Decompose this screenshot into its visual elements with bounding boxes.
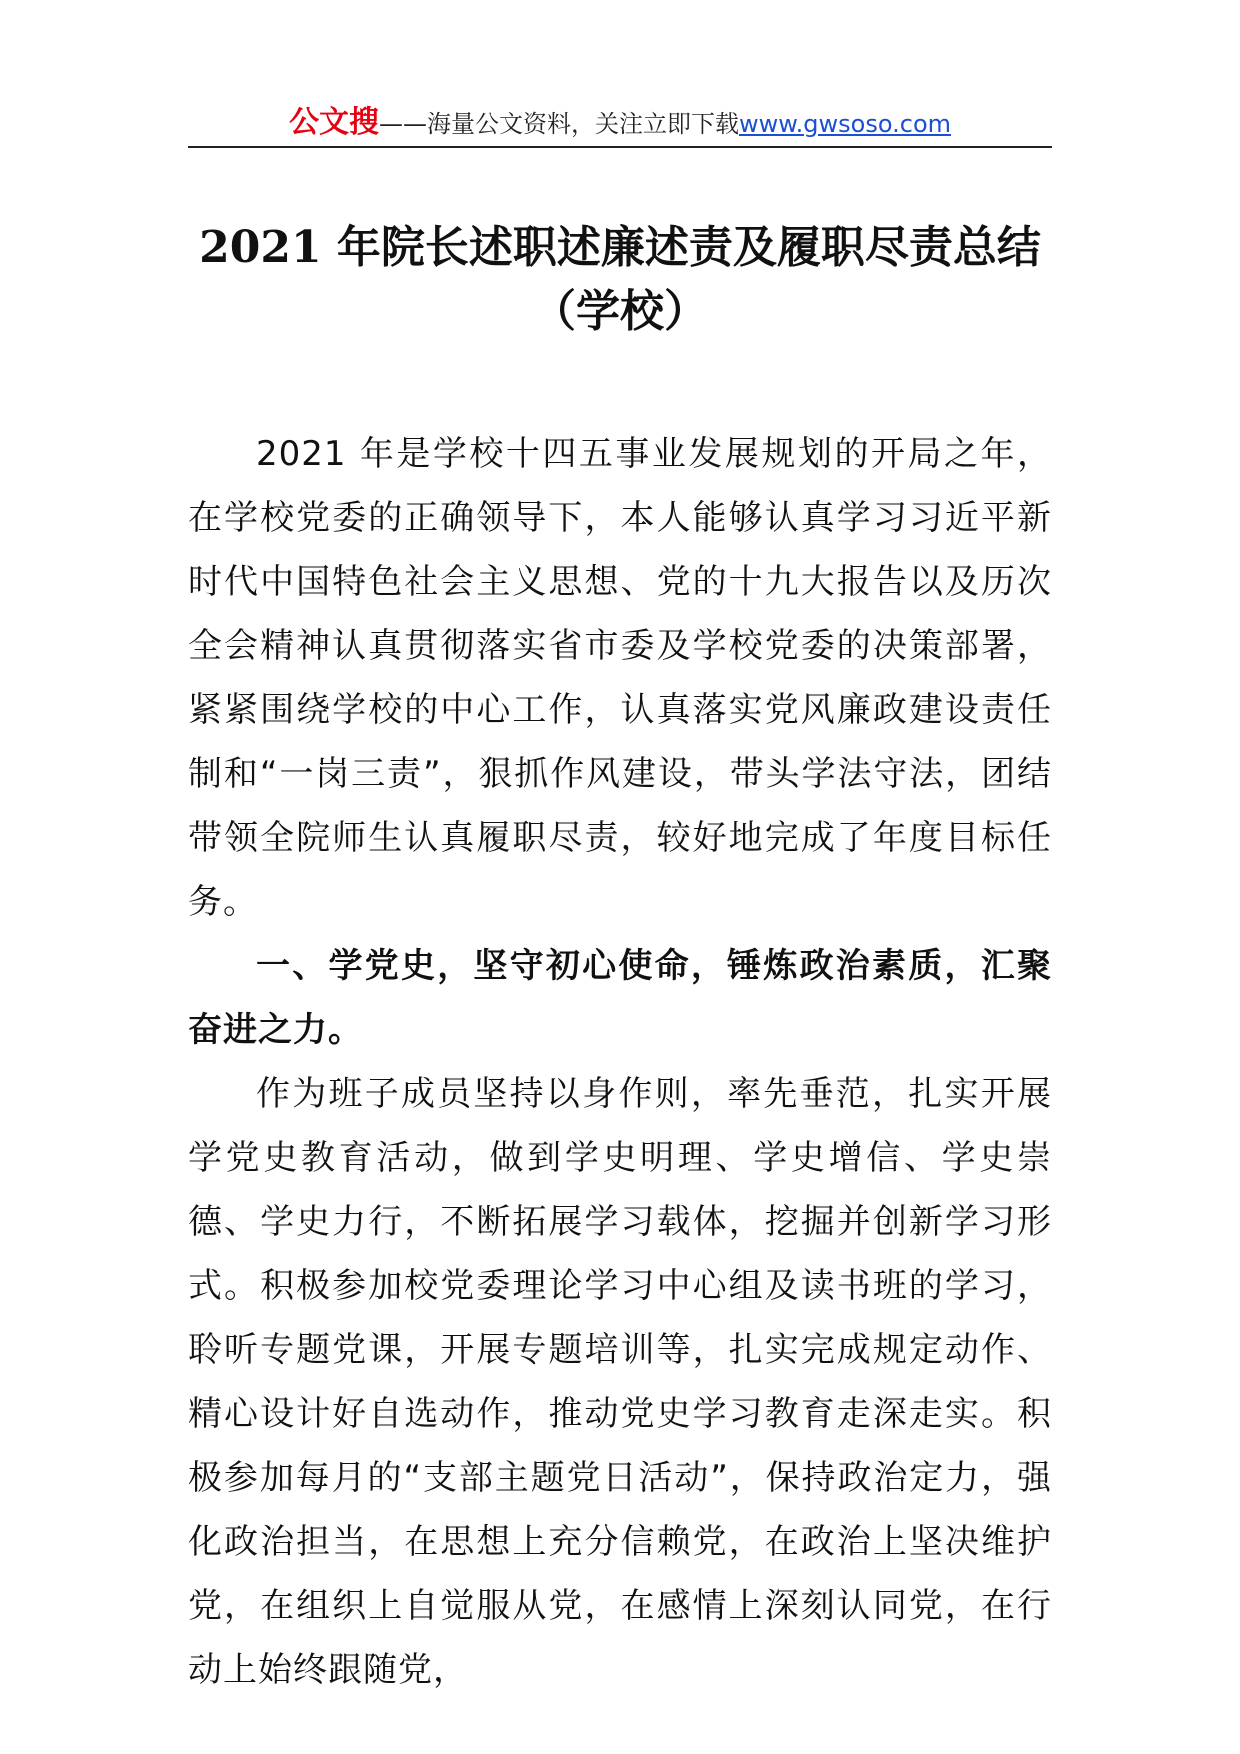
title-line-1: 2021 年院长述职述廉述责及履职尽责总结 [199, 222, 1041, 273]
section-heading-1: 一、学党史，坚守初心使命，锤炼政治素质，汇聚奋进之力。 [188, 946, 1052, 1050]
document-title [188, 216, 1052, 344]
site-link[interactable]: www.gwsoso.com [738, 110, 951, 138]
intro-paragraph: 2021 年是学校十四五事业发展规划的开局之年，在学校党委的正确领导下，本人能够认真学习习近平新时代中国特色社会主义思想、党的十九大报告以及历次全会精神认真贯彻落实省市委及学校党委的决策部署，紧紧围绕学校的中心工作，认真落实党风廉政建设责任制和“一岗三责”，狠抓作风建设，带头学法守法，团结带领全院师生认真履职尽责，较好地完成了年度目标任务。 [188, 434, 1052, 922]
header-tagline: ——海量公文资料，关注立即下载 [378, 110, 739, 138]
brand-logo-text: 公文搜 [288, 105, 379, 140]
title-line-2: （学校） [532, 286, 708, 337]
document-body [188, 422, 1052, 1702]
page-header [188, 100, 1052, 148]
section-1-paragraph: 作为班子成员坚持以身作则，率先垂范，扎实开展学党史教育活动，做到学史明理、学史增信、学史崇德、学史力行，不断拓展学习载体，挖掘并创新学习形式。积极参加校党委理论学习中心组及读书班的学习，聆听专题党课，开展专题培训等，扎实完成规定动作、精心设计好自选动作，推动党史学习教育走深走实。积极参加每月的“支部主题党日活动”，保持政治定力，强化政治担当，在思想上充分信赖党，在政治上坚决维护党，在组织上自觉服从党，在感情上深刻认同党，在行动上始终跟随党， [188, 1074, 1052, 1690]
header-banner [289, 100, 951, 147]
